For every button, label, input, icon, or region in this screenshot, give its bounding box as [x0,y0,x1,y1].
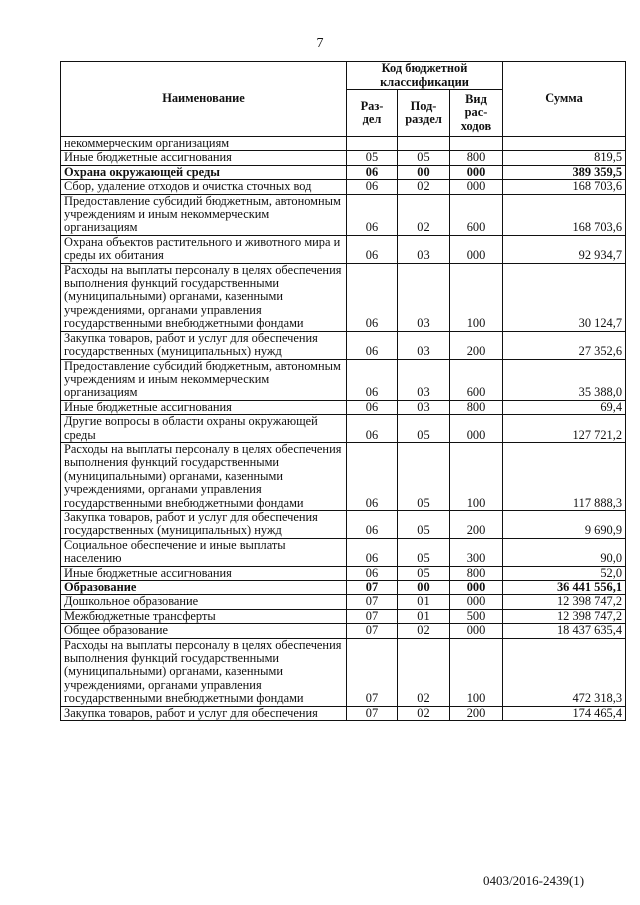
row-section: 07 [347,609,398,623]
row-section: 06 [347,400,398,414]
row-amount: 12 398 747,2 [503,595,626,609]
row-section: 07 [347,581,398,595]
row-name: Охрана объектов растительного и животного мира и среды их обитания [61,235,347,263]
row-section: 06 [347,415,398,443]
row-expense-type: 100 [450,263,503,331]
row-name: Другие вопросы в области охраны окружающей среды [61,415,347,443]
row-amount: 174 465,4 [503,706,626,720]
row-amount: 27 352,6 [503,331,626,359]
table-row [61,263,626,331]
header-subsection: Под- раздел [398,90,450,137]
row-expense-type: 600 [450,194,503,235]
table-row [61,442,626,510]
row-section: 06 [347,442,398,510]
row-subsection: 05 [398,566,450,580]
row-name: Закупка товаров, работ и услуг для обеспечения государственных (муниципальных) нужд [61,331,347,359]
table-row [61,235,626,263]
row-section: 06 [347,510,398,538]
row-name: некоммерческим организациям [61,137,347,151]
row-expense-type: 100 [450,442,503,510]
row-expense-type [450,137,503,151]
row-expense-type: 000 [450,235,503,263]
table-row [61,581,626,595]
row-section: 06 [347,331,398,359]
row-subsection: 03 [398,263,450,331]
table-row [61,331,626,359]
row-expense-type: 000 [450,415,503,443]
table-row [61,359,626,400]
row-section: 06 [347,538,398,566]
table-row [61,595,626,609]
header-code-group: Код бюджетной классификации [347,62,503,90]
table-row [61,194,626,235]
table-row [61,151,626,165]
row-section: 07 [347,638,398,706]
row-name: Закупка товаров, работ и услуг для обеспечения государственных (муниципальных) нужд [61,510,347,538]
row-expense-type: 000 [450,165,503,179]
table-row [61,638,626,706]
table-row [61,180,626,194]
row-name: Иные бюджетные ассигнования [61,400,347,414]
row-name: Предоставление субсидий бюджетным, автономным учреждениям и иным некоммерческим организациям [61,359,347,400]
row-subsection: 05 [398,538,450,566]
document-code: 0403/2016-2439(1) [483,873,585,888]
row-name: Иные бюджетные ассигнования [61,151,347,165]
row-subsection: 03 [398,400,450,414]
row-amount: 168 703,6 [503,180,626,194]
row-expense-type: 300 [450,538,503,566]
row-name: Расходы на выплаты персоналу в целях обеспечения выполнения функций государственными (муниципальными) органами, казенными учреждениями, органами управления государственными внебюджетными фондами [61,442,347,510]
row-amount [503,137,626,151]
row-amount: 12 398 747,2 [503,609,626,623]
row-subsection: 02 [398,638,450,706]
row-section: 07 [347,595,398,609]
row-name: Сбор, удаление отходов и очистка сточных вод [61,180,347,194]
table-row [61,415,626,443]
row-subsection: 02 [398,624,450,638]
header-name: Наименование [61,62,347,137]
row-name: Охрана окружающей среды [61,165,347,179]
row-subsection: 03 [398,359,450,400]
row-expense-type: 800 [450,566,503,580]
row-subsection: 01 [398,609,450,623]
row-expense-type: 000 [450,180,503,194]
table-row [61,538,626,566]
row-expense-type: 200 [450,706,503,720]
page-number: 7 [316,36,324,51]
header-section: Раз- дел [347,90,398,137]
table-row [61,566,626,580]
row-section: 05 [347,151,398,165]
row-expense-type: 800 [450,151,503,165]
row-subsection: 00 [398,581,450,595]
row-expense-type: 000 [450,624,503,638]
row-expense-type: 500 [450,609,503,623]
row-amount: 117 888,3 [503,442,626,510]
row-subsection: 05 [398,151,450,165]
row-name: Образование [61,581,347,595]
row-amount: 69,4 [503,400,626,414]
row-amount: 18 437 635,4 [503,624,626,638]
row-amount: 36 441 556,1 [503,581,626,595]
row-subsection [398,137,450,151]
row-expense-type: 800 [450,400,503,414]
row-amount: 90,0 [503,538,626,566]
header-expense-type: Вид рас- ходов [450,90,503,137]
row-name: Иные бюджетные ассигнования [61,566,347,580]
row-amount: 819,5 [503,151,626,165]
budget-table [60,61,626,721]
row-expense-type: 100 [450,638,503,706]
table-row [61,609,626,623]
table-row [61,137,626,151]
row-name: Закупка товаров, работ и услуг для обеспечения [61,706,347,720]
row-subsection: 02 [398,706,450,720]
row-name: Расходы на выплаты персоналу в целях обеспечения выполнения функций государственными (муниципальными) органами, казенными учреждениями, органами управления государственными внебюджетными фондами [61,263,347,331]
row-amount: 389 359,5 [503,165,626,179]
row-section: 06 [347,180,398,194]
row-name: Межбюджетные трансферты [61,609,347,623]
table-row [61,510,626,538]
table-row [61,706,626,720]
row-section: 06 [347,359,398,400]
row-expense-type: 000 [450,595,503,609]
row-subsection: 03 [398,235,450,263]
row-section: 06 [347,263,398,331]
table-row [61,165,626,179]
row-section: 07 [347,624,398,638]
row-amount: 127 721,2 [503,415,626,443]
table-row [61,624,626,638]
row-expense-type: 200 [450,510,503,538]
row-name: Предоставление субсидий бюджетным, автономным учреждениям и иным некоммерческим организациям [61,194,347,235]
row-subsection: 00 [398,165,450,179]
row-expense-type: 000 [450,581,503,595]
row-name: Расходы на выплаты персоналу в целях обеспечения выполнения функций государственными (муниципальными) органами, казенными учреждениями, органами управления государственными внебюджетными фондами [61,638,347,706]
row-amount: 472 318,3 [503,638,626,706]
table-body [61,137,626,721]
row-name: Общее образование [61,624,347,638]
row-expense-type: 200 [450,331,503,359]
table-row [61,400,626,414]
row-name: Социальное обеспечение и иные выплаты населению [61,538,347,566]
row-section: 06 [347,194,398,235]
row-amount: 35 388,0 [503,359,626,400]
row-subsection: 05 [398,442,450,510]
row-subsection: 05 [398,510,450,538]
row-section: 06 [347,165,398,179]
row-subsection: 02 [398,194,450,235]
row-amount: 9 690,9 [503,510,626,538]
header-amount: Сумма [503,62,626,137]
row-section [347,137,398,151]
row-expense-type: 600 [450,359,503,400]
row-section: 06 [347,235,398,263]
row-section: 07 [347,706,398,720]
row-subsection: 05 [398,415,450,443]
row-amount: 52,0 [503,566,626,580]
row-amount: 30 124,7 [503,263,626,331]
row-name: Дошкольное образование [61,595,347,609]
row-amount: 92 934,7 [503,235,626,263]
row-subsection: 01 [398,595,450,609]
row-subsection: 03 [398,331,450,359]
row-subsection: 02 [398,180,450,194]
row-amount: 168 703,6 [503,194,626,235]
row-section: 06 [347,566,398,580]
